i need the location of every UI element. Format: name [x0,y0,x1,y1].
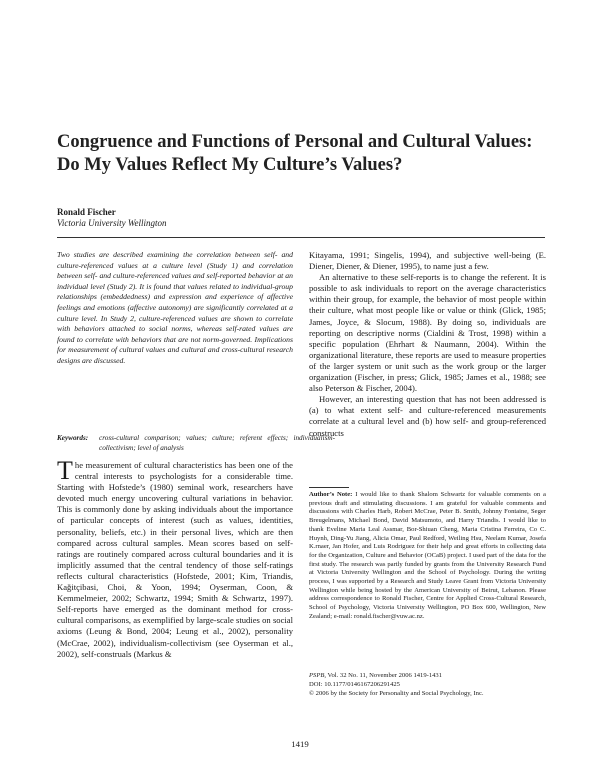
abstract: Two studies are described examining the correlation between self- and culture-referenced values at a culture level (Study 1) and correlation between self- and culture-referenced values and self-reported behavior at an individual level (Study 2). It is found that values related to individual-group relationships (embeddedness) and expression and experience of affective feelings and emotions (affective autonomy) are significantly correlated at a culture level. In Study 2, culture-referenced values are shown to correlate with behaviors attached to social norms, whereas self-rated values are found to correlate with behaviors that are not norm-governed. Implications for measurement of cultural values and cultural and cross-cultural research designs are discussed. [57,250,293,365]
intro-paragraph: he measurement of cultural characteristics has been one of the central interests to psychologists for a considerable time. Starting with Hofstede’s (1980) seminal work, researchers have devoted much energy uncovering cultural variations in behavior. This is commonly done by asking individuals about the importance of particular concepts of interest (such as values, identities, personality, beliefs, etc.) in their personal lives, which are then compared across cultural samples. Mean scores based on self-ratings are routinely compared across cultural boundaries and it is implicitly assumed that the central tendency of those self-ratings reflects cultural characteristics (Hofstede, 2001; Kim, Triandis, Kağitçibasi, Choi, & Yoon, 1994; Oyserman, Coon, & Kemmelmeier, 2002; Schwartz, 1994; Smith & Schwartz, 1997). Self-reports have emerged as the dominant method for cross-cultural comparisons, as exemplified by large-scale studies on social axioms (Leung & Bond, 2004; Leung et al., 2002), personality (McCrae, 2002), individualism-collectivism (see Oyserman et al., 2002), self-construals (Markus & [57,460,293,659]
drop-cap: T [57,456,73,485]
keywords [57,434,335,453]
page-number: 1419 [291,739,309,749]
keywords-text: cross-cultural comparison; values; culture; referent effects; individualism-collectivism; level of analysis [99,434,335,452]
author-name: Ronald Fischer [57,207,116,217]
copyright: © 2006 by the Society for Personality and Social Psychology, Inc. [309,689,484,697]
doi: DOI: 10.1177/0146167206291425 [309,680,400,688]
journal-info [309,672,546,698]
author-note-text: I would like to thank Shalom Schwartz for valuable comments on a previous draft and stimulating discussions. I am grateful for valuable comments and discussions with Charles Harb, Robert McCrae, Peter B. Smith, Johnny Fontaine, Seger Breugelmans, Michael Bond, David Matsumoto, and Harry Triandis. I would like to thank Eveline Maria Leal Assmar, Bor-Shiuan Cheng, Maria Cristina Ferreira, Co C. Huynh, Ding-Yu Jiang, Alicia Omar, Paul Redford, Weiling Hsu, Neelam Kumar, Josefa K.rnaer, Jan Hofer, and Luis Rodriguez for their help and great efforts in collecting data for the Organization, Culture and Behavior (OCaB) project. I used part of the data for the first study. The research was partly funded by grants from the University Research Fund at Victoria University Wellington and the School of Psychology. During the writing process, I was supported by a Research and Study Leave Grant from Victoria University Wellington while being hosted by the American University of Beirut, Lebanon. Please address correspondence to Ronald Fischer, Centre for Applied Cross-Cultural Research, School of Psychology, Victoria University Wellington, PO Box 600, Wellington, New Zealand; e-mail: ronald.fischer@vuw.ac.nz. [309,491,546,620]
right-paragraph: However, an interesting question that has not been addressed is (a) to what extent self- and culture-referenced measurements correlate at a cultural level and (b) how self- and group-referenced constructs [309,394,546,438]
keywords-label: Keywords: [57,434,89,442]
right-paragraph: Kitayama, 1991; Singelis, 1994), and subjective well-being (E. Diener, Diener, & Diener, 1995), to name just a few. [309,250,546,272]
header-divider [57,237,545,238]
author-affiliation: Victoria University Wellington [57,218,167,228]
author-block [57,207,167,229]
footnote-divider [309,487,349,488]
right-paragraph: An alternative to these self-reports is to change the referent. It is possible to ask individuals to report on the average characteristics within their group, for example, the behavior of most people within their culture, what most people like or value or think (Glick, 1985; James, Joyce, & Slocum, 1988). By doing so, individuals are reporting on descriptive norms (Cialdini & Trost, 1998) within a specific population (Ehrhart & Naumann, 2004). Within the organizational literature, these reports are used to measure properties of the larger system or unit such as the work group or the larger organization (Fischer, in press; Glick, 1985; James et al., 1988; see also Peterson & Fischer, 2004). [309,272,546,394]
introduction-text [57,456,293,660]
journal-name: PSPB, [309,672,327,679]
article-title: Congruence and Functions of Personal and Cultural Values: Do My Values Reflect My Culture’s Values? [57,132,533,175]
author-note-label: Author’s Note: [309,491,353,498]
author-note [309,491,546,622]
journal-volume: Vol. 32 No. 11, November 2006 1419-1431 [326,672,443,679]
right-column-text [309,250,546,439]
